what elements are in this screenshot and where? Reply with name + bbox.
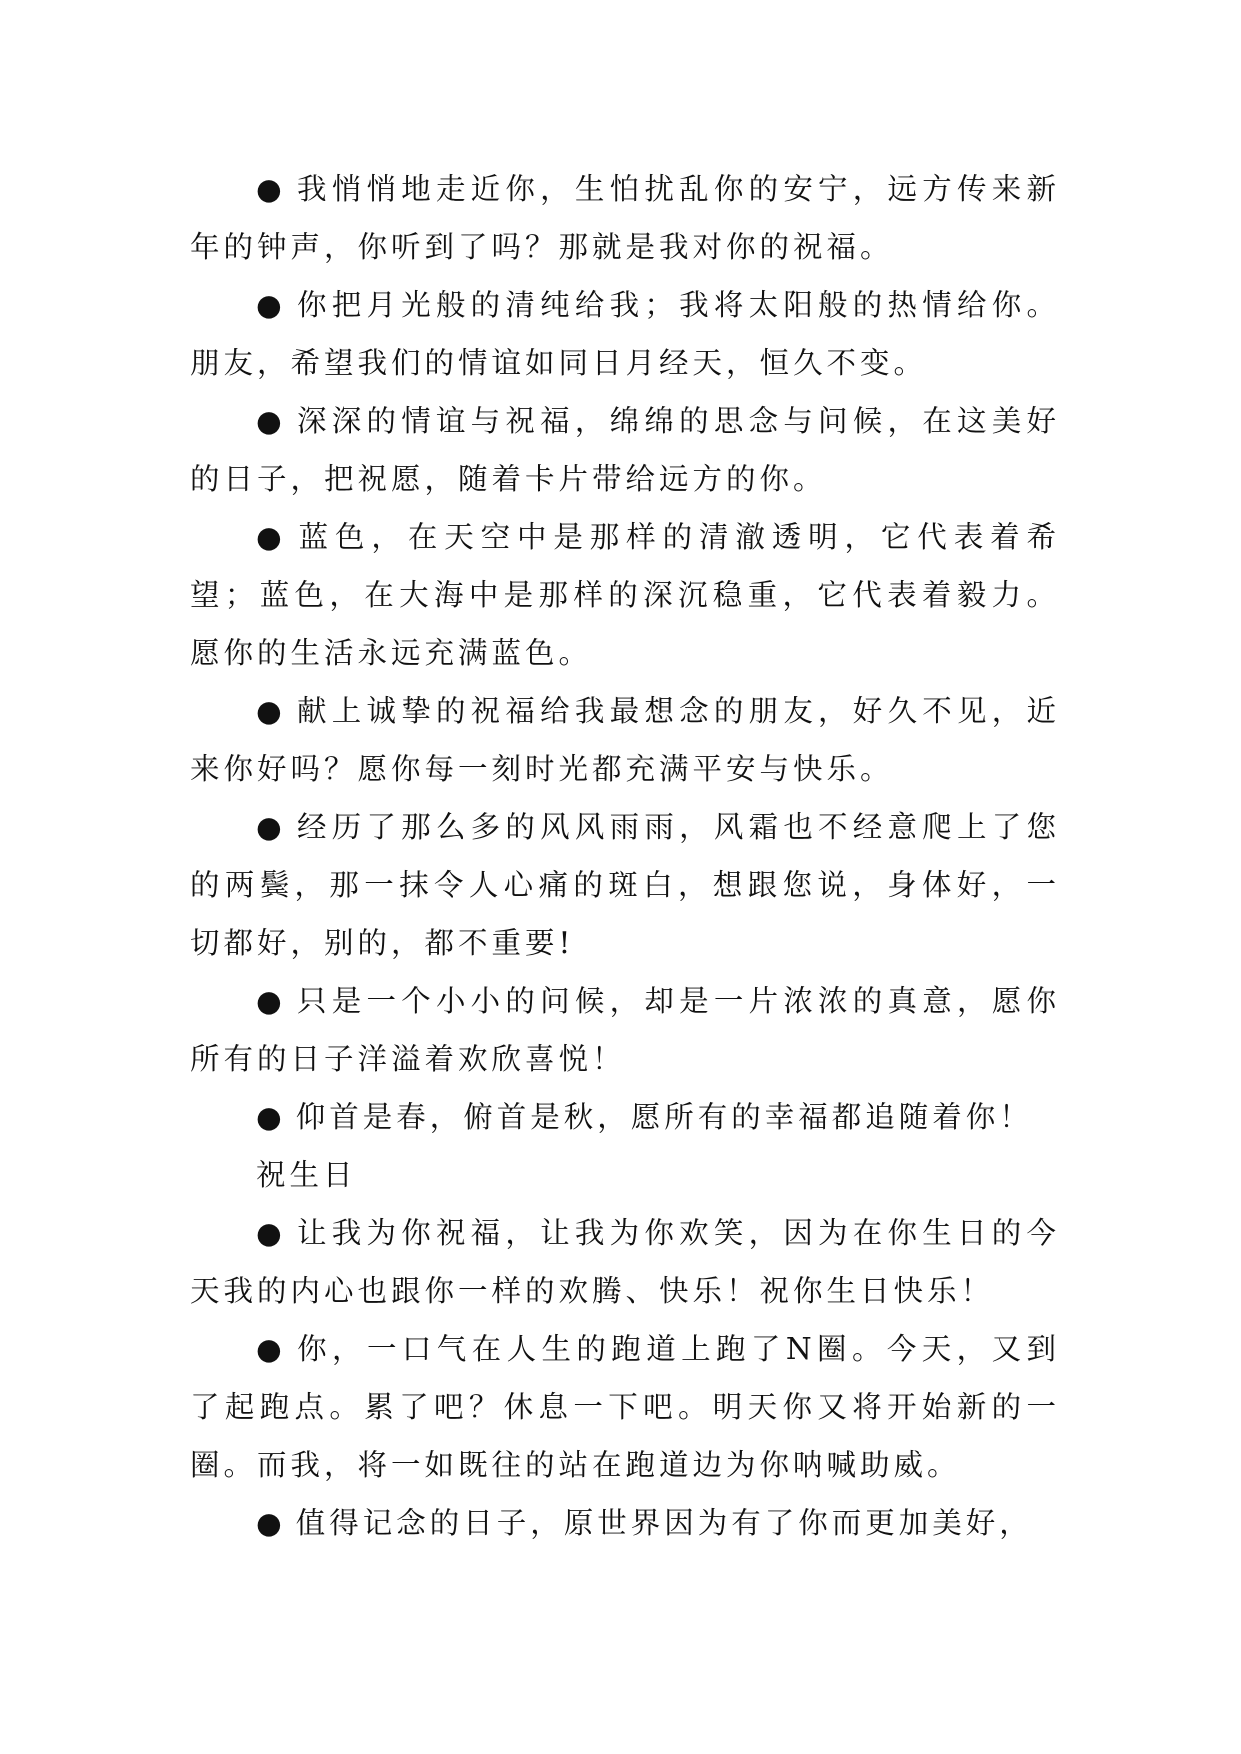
birthday-wish-paragraph [190, 1204, 1060, 1320]
bullet-icon: ● [256, 288, 282, 322]
wish-text: 你把月光般的清纯给我；我将太阳般的热情给你。朋友，希望我们的情谊如同日月经天，恒久不变。 [190, 288, 1060, 380]
bullet-icon: ● [256, 520, 282, 554]
bullet-icon: ● [256, 1216, 282, 1250]
birthday-wish-paragraph [190, 1494, 1060, 1552]
wish-text: 仰首是春，俯首是秋，愿所有的幸福都追随着你！ [295, 1100, 1033, 1134]
wish-text: 经历了那么多的风风雨雨，风霜也不经意爬上了您的两鬓，那一抹令人心痛的斑白，想跟您说，身体好，一切都好，别的，都不重要! [190, 810, 1060, 960]
wish-text: 值得记念的日子，原世界因为有了你而更加美好， [295, 1506, 1033, 1540]
bullet-icon: ● [256, 404, 282, 438]
wish-paragraph [190, 276, 1060, 392]
wish-paragraph [190, 508, 1060, 682]
section-heading: 祝生日 [256, 1158, 357, 1192]
wish-paragraph [190, 1088, 1060, 1146]
birthday-wish-paragraph [190, 1320, 1060, 1494]
wish-text: 我悄悄地走近你，生怕扰乱你的安宁，远方传来新年的钟声，你听到了吗？那就是我对你的祝福。 [190, 172, 1060, 264]
wish-text: 只是一个小小的问候，却是一片浓浓的真意，愿你所有的日子洋溢着欢欣喜悦！ [190, 984, 1060, 1076]
wish-text: 蓝色，在天空中是那样的清澈透明，它代表着希望；蓝色，在大海中是那样的深沉稳重，它代表着毅力。愿你的生活永远充满蓝色。 [190, 520, 1060, 670]
bullet-icon: ● [256, 1332, 282, 1366]
wish-paragraph [190, 392, 1060, 508]
bullet-icon: ● [256, 810, 282, 844]
bullet-icon: ● [256, 694, 282, 728]
bullet-icon: ● [256, 984, 282, 1018]
wish-text: 让我为你祝福，让我为你欢笑，因为在你生日的今天我的内心也跟你一样的欢腾、快乐！祝你生日快乐！ [190, 1216, 1060, 1308]
bullet-icon: ● [256, 1100, 282, 1134]
wish-paragraph [190, 972, 1060, 1088]
bullet-icon: ● [256, 1506, 282, 1540]
wish-paragraph [190, 798, 1060, 972]
wish-text: 献上诚挚的祝福给我最想念的朋友，好久不见，近来你好吗？愿你每一刻时光都充满平安与快乐。 [190, 694, 1060, 786]
document-page [190, 160, 1060, 1552]
wish-text: 深深的情谊与祝福，绵绵的思念与问候，在这美好的日子，把祝愿，随着卡片带给远方的你。 [190, 404, 1060, 496]
bullet-icon: ● [256, 172, 282, 206]
wish-text: 你，一口气在人生的跑道上跑了N圈。今天，又到了起跑点。累了吧？休息一下吧。明天你又将开始新的一圈。而我，将一如既往的站在跑道边为你呐喊助威。 [190, 1332, 1060, 1482]
wish-paragraph [190, 682, 1060, 798]
wish-paragraph [190, 160, 1060, 276]
